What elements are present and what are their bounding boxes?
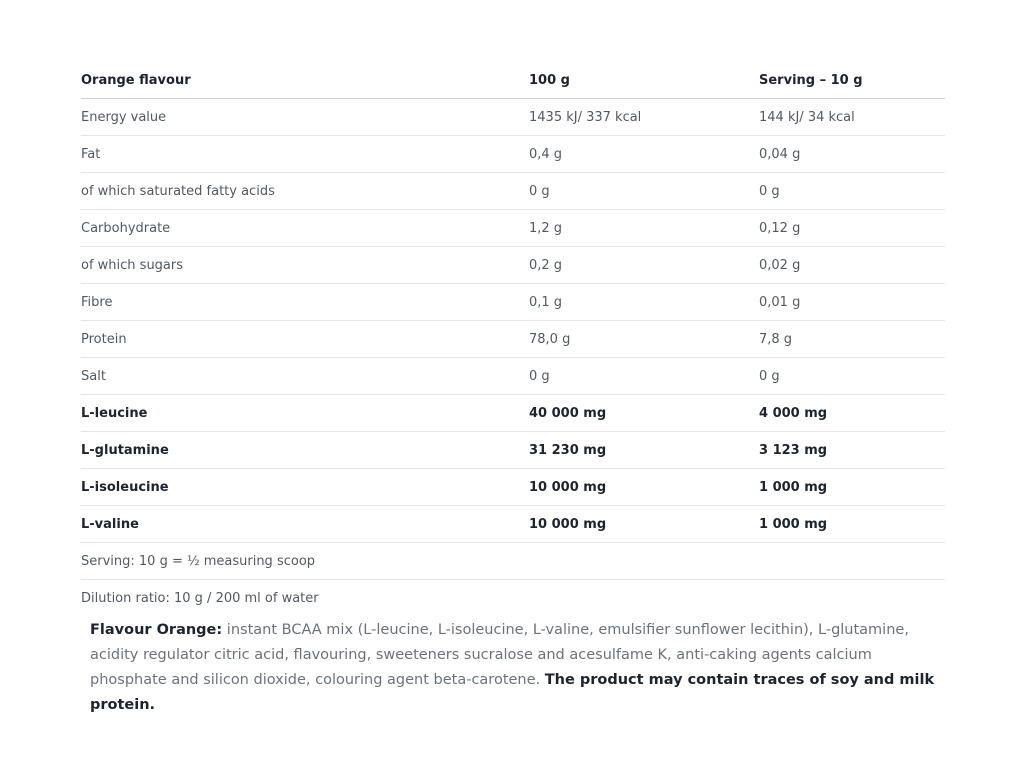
dilution-note: Dilution ratio: 10 g / 200 ml of water bbox=[81, 590, 319, 606]
header-per-100g: 100 g bbox=[529, 62, 759, 99]
dilution-note-row bbox=[81, 580, 945, 617]
nutrient-name: L-valine bbox=[81, 506, 529, 543]
nutrient-name: Carbohydrate bbox=[81, 210, 529, 247]
nutrient-name: Fibre bbox=[81, 284, 529, 321]
table-row bbox=[81, 506, 945, 543]
nutrient-per-serving: 144 kJ/ 34 kcal bbox=[759, 99, 945, 136]
table-row bbox=[81, 210, 945, 247]
nutrient-name: Protein bbox=[81, 321, 529, 358]
nutrient-per-serving: 1 000 mg bbox=[759, 469, 945, 506]
nutrient-name: of which saturated fatty acids bbox=[81, 173, 529, 210]
nutrient-per-serving: 7,8 g bbox=[759, 321, 945, 358]
nutrient-name: Salt bbox=[81, 358, 529, 395]
table-row bbox=[81, 173, 945, 210]
nutrient-per-serving: 3 123 mg bbox=[759, 432, 945, 469]
nutrient-per-serving: 0,12 g bbox=[759, 210, 945, 247]
ingredients-paragraph bbox=[90, 618, 950, 718]
nutrient-name: L-glutamine bbox=[81, 432, 529, 469]
table-row bbox=[81, 395, 945, 432]
nutrient-per-100g: 0 g bbox=[529, 173, 759, 210]
ingredients-label: Flavour Orange: bbox=[90, 622, 223, 638]
nutrient-per-100g: 78,0 g bbox=[529, 321, 759, 358]
header-serving: Serving – 10 g bbox=[759, 62, 945, 99]
table-row bbox=[81, 358, 945, 395]
table-row bbox=[81, 469, 945, 506]
header-flavour: Orange flavour bbox=[81, 62, 529, 99]
nutrient-per-100g: 0,2 g bbox=[529, 247, 759, 284]
nutrient-name: of which sugars bbox=[81, 247, 529, 284]
nutrient-per-100g: 0,1 g bbox=[529, 284, 759, 321]
nutrient-per-serving: 0,01 g bbox=[759, 284, 945, 321]
table-row bbox=[81, 136, 945, 173]
serving-note-row bbox=[81, 543, 945, 580]
nutrient-per-100g: 31 230 mg bbox=[529, 432, 759, 469]
ingredients-text: instant BCAA mix (L-leucine, L-isoleucine, L-valine, emulsifier sunflower lecithin), L-glutamine, acidity regulator citric acid, flavouring, sweeteners sucralose and acesulfame K, anti-caking agents calcium phosphate and silicon dioxide, colouring agent beta-carotene. bbox=[90, 622, 909, 688]
serving-note: Serving: 10 g = ½ measuring scoop bbox=[81, 543, 945, 580]
nutrient-name: L-leucine bbox=[81, 395, 529, 432]
nutrient-per-serving: 0,04 g bbox=[759, 136, 945, 173]
nutrient-per-100g: 40 000 mg bbox=[529, 395, 759, 432]
table-row bbox=[81, 432, 945, 469]
nutrient-per-serving: 0 g bbox=[759, 173, 945, 210]
nutrient-name: Fat bbox=[81, 136, 529, 173]
nutrient-per-100g: 0 g bbox=[529, 358, 759, 395]
nutrient-per-serving: 4 000 mg bbox=[759, 395, 945, 432]
nutrient-per-100g: 10 000 mg bbox=[529, 469, 759, 506]
nutrient-per-100g: 0,4 g bbox=[529, 136, 759, 173]
table-row bbox=[81, 247, 945, 284]
table-row bbox=[81, 99, 945, 136]
table-row bbox=[81, 284, 945, 321]
nutrient-per-100g: 1,2 g bbox=[529, 210, 759, 247]
allergen-warning: The product may contain traces of soy and milk protein. bbox=[90, 672, 935, 713]
nutrient-per-100g: 1435 kJ/ 337 kcal bbox=[529, 99, 759, 136]
table-header-row bbox=[81, 62, 945, 99]
nutrient-per-serving: 0,02 g bbox=[759, 247, 945, 284]
nutrient-per-100g: 10 000 mg bbox=[529, 506, 759, 543]
nutrition-table bbox=[81, 62, 945, 616]
table-row bbox=[81, 321, 945, 358]
nutrient-per-serving: 1 000 mg bbox=[759, 506, 945, 543]
nutrient-name: L-isoleucine bbox=[81, 469, 529, 506]
nutrient-name: Energy value bbox=[81, 99, 529, 136]
nutrient-per-serving: 0 g bbox=[759, 358, 945, 395]
